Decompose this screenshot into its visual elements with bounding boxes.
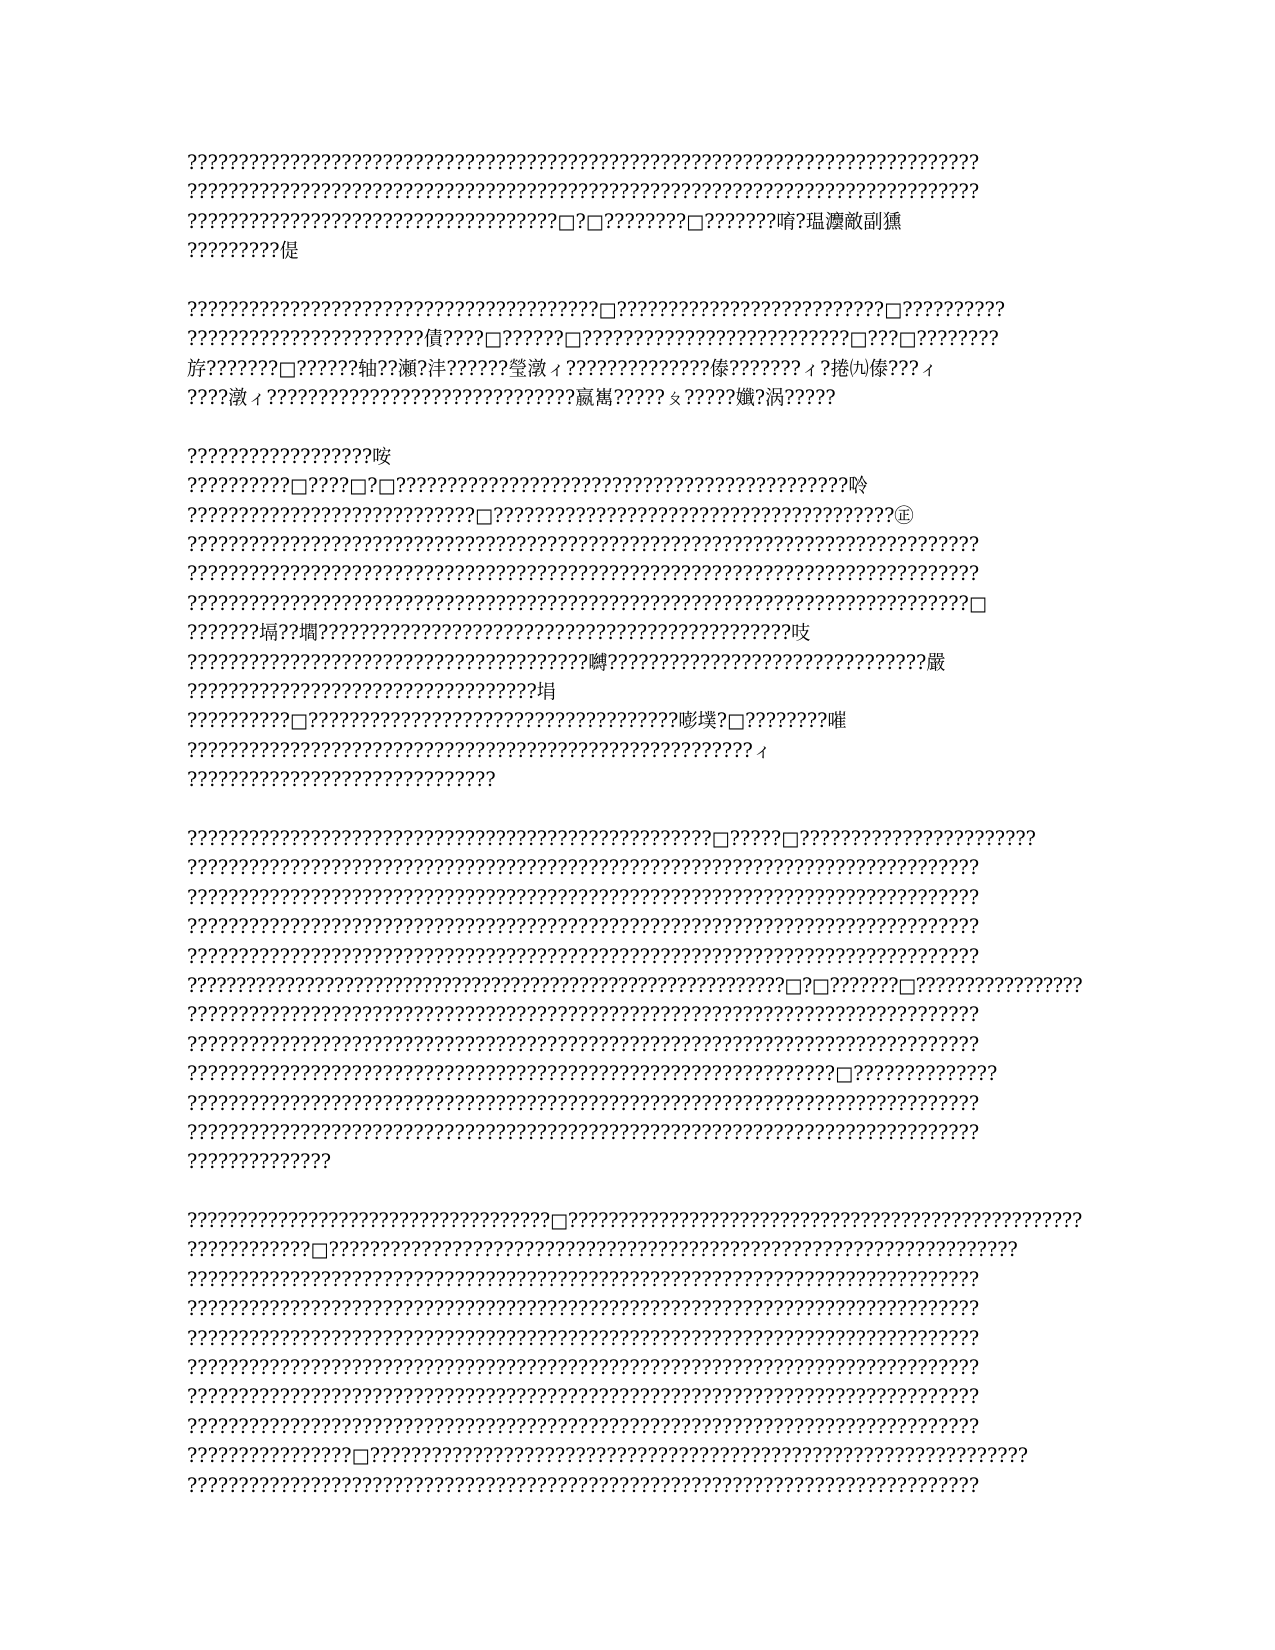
text-line: ????????????????????????????????????????????????????????????????????????????? bbox=[187, 944, 980, 968]
text-line: ????????????????????????????????????????????????????????????????????????????? bbox=[187, 180, 980, 204]
text-line: ?????????????????????????????? bbox=[187, 768, 496, 792]
text-line: ??????????□????????????????????????????????????嘭墣?□????????嗺 bbox=[187, 709, 847, 733]
text-line: ????????????????????????????????????????????????????????????????????????????? bbox=[187, 1356, 980, 1380]
text-line: ????????????????????????????????????????□??????????????????????????□?????????? bbox=[187, 297, 1006, 321]
text-line: ????????????????????????????????????????????????????????????????????????????? bbox=[187, 885, 980, 909]
text-line: ????????????????????????????????????????????????????????????????????????????? bbox=[187, 1385, 980, 1409]
text-line: ????????????????????????????????????????????????????????????????????????????□ bbox=[187, 591, 987, 615]
text-line: ????????????????????????????????????????????????????????????????????????????? bbox=[187, 1003, 980, 1027]
text-line: ????????????????????????????????????????????????????????????????????????????? bbox=[187, 1267, 980, 1291]
text-line: ????????????????????????????????????□?□????????□???????唷?瑥灋敵副獯 bbox=[187, 209, 902, 233]
text-line: ???????????????????????????????????????嚩???????????????????????????????嚴 bbox=[187, 650, 946, 674]
paragraph bbox=[187, 442, 1082, 795]
text-line: ????????????????????????????□???????????????????????????????????????㊣ bbox=[187, 503, 914, 527]
text-line: ????????????????????????????????????????????????????????????????????????????? bbox=[187, 1326, 980, 1350]
text-line: ???????????????????????????????????????????????????????ィ bbox=[187, 738, 772, 762]
text-line: ????????????????????????????????????????????????????????????????????????????? bbox=[187, 562, 980, 586]
text-line: ????????????????????????????????????????????????????????????????????????????? bbox=[187, 1297, 980, 1321]
paragraph bbox=[187, 148, 1082, 266]
paragraph-spacer bbox=[187, 1177, 1082, 1206]
text-line: ????????????□??????????????????????????????????????????????????????????????????? bbox=[187, 1238, 1018, 1262]
text-line: ????????????????????????????????????????????????????????????????????????????? bbox=[187, 1473, 980, 1497]
text-line: ?????????偍 bbox=[187, 239, 299, 263]
text-line: ?????????????????????????????????????????????????????????????□?□???????□????????????????? bbox=[187, 973, 1082, 997]
text-line: ???????????????????????????????????????????????????□?????□??????????????????????? bbox=[187, 826, 1036, 850]
paragraph bbox=[187, 1206, 1082, 1500]
document-body bbox=[187, 148, 1082, 1500]
paragraph-spacer bbox=[187, 795, 1082, 824]
text-line: ??????????????????????????????????埍 bbox=[187, 680, 556, 704]
paragraph bbox=[187, 824, 1082, 1177]
paragraph bbox=[187, 295, 1082, 413]
text-line: ??????????????????咹 bbox=[187, 444, 392, 468]
text-line: ???????????????????????債????□??????□??????????????????????????□???□???????? bbox=[187, 327, 999, 351]
text-line: ????????????????????????????????????????????????????????????????????????????? bbox=[187, 1414, 980, 1438]
text-line: ???????塥??壛??????????????????????????????????????????????吱 bbox=[187, 621, 811, 645]
text-line: ????????????????????????????????????????????????????????????????????????????? bbox=[187, 1032, 980, 1056]
text-line: ???????????????????????????????????????????????????????????????□?????????????? bbox=[187, 1062, 998, 1086]
text-line: ????潡ィ??????????????????????????????嬴嶲?????ㄆ?????孅?涡????? bbox=[187, 386, 836, 410]
text-line: ????????????????????????????????????????????????????????????????????????????? bbox=[187, 1120, 980, 1144]
text-line: ????????????????????????????????????????????????????????????????????????????? bbox=[187, 151, 980, 174]
text-line: ????????????????????????????????????????????????????????????????????????????? bbox=[187, 915, 980, 939]
text-line: ????????????????□???????????????????????????????????????????????????????????????? bbox=[187, 1444, 1029, 1468]
text-line: ?????????????? bbox=[187, 1150, 332, 1174]
paragraph-spacer bbox=[187, 266, 1082, 295]
text-line: ????????????????????????????????????□??????????????????????????????????????????????????? bbox=[187, 1209, 1082, 1233]
text-line: ????????????????????????????????????????????????????????????????????????????? bbox=[187, 1091, 980, 1115]
text-line: ????????????????????????????????????????????????????????????????????????????? bbox=[187, 533, 980, 557]
text-line: ????????????????????????????????????????????????????????????????????????????? bbox=[187, 856, 980, 880]
paragraph-spacer bbox=[187, 413, 1082, 442]
text-line: ??????????□????□?□????????????????????????????????????????????唥 bbox=[187, 474, 868, 498]
text-line: 斿???????□??????轴??瀬?沣??????瑩潡ィ??????????????傣???????ィ?捲㈨傣???ィ bbox=[187, 356, 939, 380]
